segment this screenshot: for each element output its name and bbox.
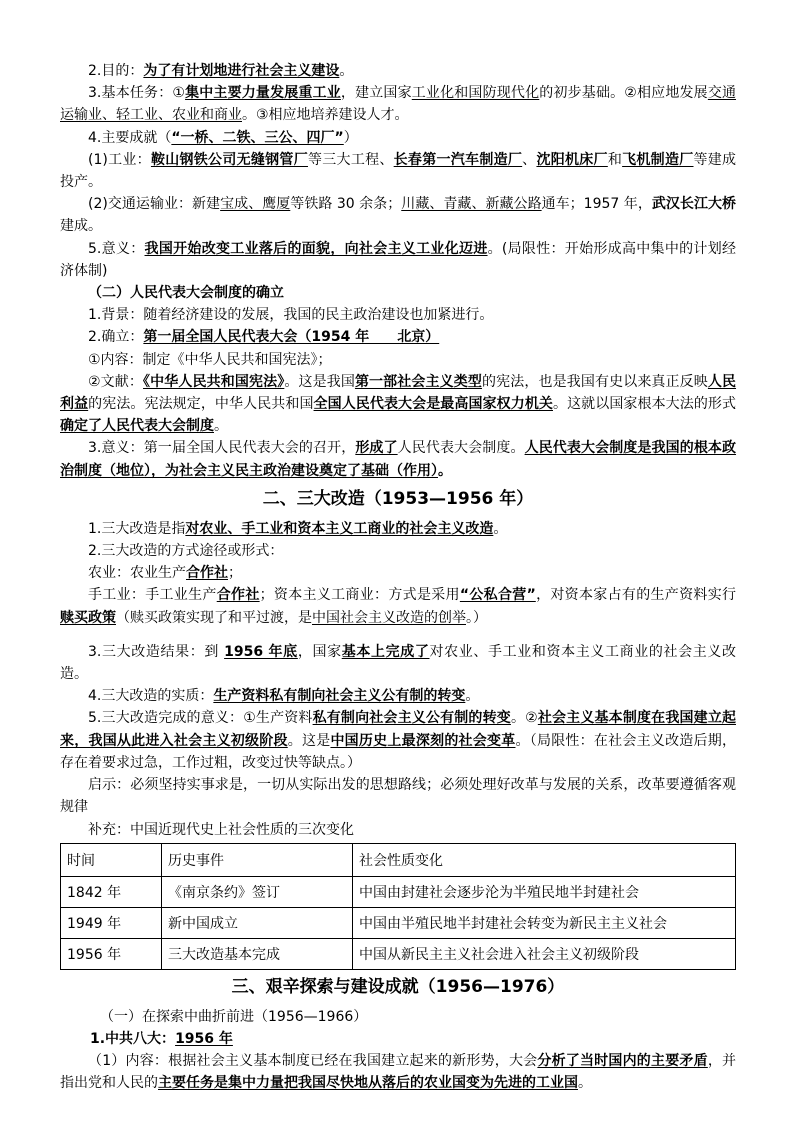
paragraph-agriculture bbox=[60, 562, 736, 584]
table-cell: 1956 年 bbox=[61, 938, 162, 969]
text: ； bbox=[228, 565, 242, 582]
emphasis: 基本上完成了 bbox=[341, 643, 430, 660]
emphasis: 对农业、手工业和资本主义工商业的社会主义改造 bbox=[185, 520, 494, 537]
emphasis: “一桥、二铁、三公、四厂” bbox=[171, 129, 344, 146]
column-header: 社会性质变化 bbox=[353, 843, 736, 876]
text: (2)交通运输业：新建 bbox=[88, 196, 221, 213]
text: 5.三大改造完成的意义：①生产资料 bbox=[88, 710, 313, 727]
document-page bbox=[60, 60, 736, 1095]
paragraph-purpose bbox=[60, 60, 736, 82]
underline: 工业化和国防现代化 bbox=[411, 85, 540, 102]
emphasis: 1956 年底 bbox=[224, 643, 298, 660]
text: 的初步基础。②相应地发展 bbox=[539, 85, 708, 102]
emphasis: 1956 年 bbox=[175, 1030, 233, 1047]
text: 4.三大改造的实质： bbox=[88, 688, 214, 705]
paragraph-congress-content bbox=[60, 1050, 736, 1094]
text: 的宪法，也是我国有史以来真正反映 bbox=[482, 373, 708, 390]
emphasis: 私有制向社会主义公有制的转变 bbox=[312, 710, 511, 727]
text: 等建成投产。 bbox=[60, 151, 737, 191]
paragraph-establish bbox=[60, 326, 736, 348]
text: 建成。 bbox=[60, 218, 102, 235]
text: 等铁路 30 余条； bbox=[290, 196, 402, 213]
table-cell: 中国由封建社会逐步沦为半殖民地半封建社会 bbox=[353, 876, 736, 907]
table-header-row bbox=[61, 843, 736, 876]
table-row bbox=[61, 938, 736, 969]
table-cell: 中国从新民主主义社会进入社会主义初级阶段 bbox=[353, 938, 736, 969]
society-nature-table bbox=[60, 843, 736, 970]
text: 。 bbox=[465, 688, 480, 705]
paragraph-transport bbox=[60, 193, 736, 237]
emphasis: 赎买政策 bbox=[60, 609, 116, 626]
text: 3.意义：第一届全国人民代表大会的召开， bbox=[88, 440, 356, 457]
text: ） bbox=[343, 129, 358, 146]
text: 。 bbox=[438, 462, 452, 479]
column-header: 历史事件 bbox=[162, 843, 353, 876]
text: ，国家 bbox=[297, 643, 342, 660]
underline: 中国社会主义改造的创举 bbox=[312, 609, 466, 626]
text: 。(局限性：开始形成高中集中的计划经济体制) bbox=[60, 240, 736, 279]
subsection-heading: （一）在探索中曲折前进（1956—1966） bbox=[100, 1008, 368, 1025]
text: 2.确立： bbox=[88, 329, 144, 346]
text: (1)工业： bbox=[88, 151, 151, 168]
emphasis: 中国历史上最深刻的社会变革 bbox=[330, 732, 516, 749]
emphasis: 人民利益 bbox=[60, 373, 737, 413]
text: 。 bbox=[493, 520, 508, 537]
table-cell: 1949 年 bbox=[61, 907, 162, 938]
paragraph-tasks bbox=[60, 82, 736, 126]
paragraph-reform-ways: 2.三大改造的方式途径或形式： bbox=[88, 543, 284, 560]
table-cell: 1842 年 bbox=[61, 876, 162, 907]
table-row bbox=[61, 876, 736, 907]
emphasis: 长春第一汽车制造厂 bbox=[393, 151, 523, 168]
text: 。这就以国家根本大法的形式 bbox=[553, 396, 737, 413]
text: ②文献： bbox=[88, 373, 144, 390]
bold-text: 1.中共八大： bbox=[90, 1030, 176, 1047]
paragraph-supplement: 补充：中国近现代史上社会性质的三次变化 bbox=[88, 821, 354, 838]
text: ，并指出党和人民的 bbox=[60, 1053, 737, 1092]
bold-text: 武汉长江大桥 bbox=[651, 196, 737, 213]
text: 通车；1957 年， bbox=[541, 196, 652, 213]
emphasis: 合作社 bbox=[216, 587, 260, 604]
paragraph-content: ①内容：制定《中华人民共和国宪法》； bbox=[88, 351, 332, 368]
underline: 川藏、青藏、新藏公路 bbox=[401, 196, 542, 213]
paragraph-reform-significance bbox=[60, 707, 736, 774]
text: 人民代表大会制度。 bbox=[397, 440, 525, 457]
paragraph-handicraft bbox=[60, 584, 736, 628]
paragraph-reform-essence bbox=[60, 685, 736, 707]
text: 1.三大改造是指 bbox=[88, 520, 186, 537]
text: 4.主要成就（ bbox=[88, 129, 172, 146]
emphasis: 合作社 bbox=[186, 565, 228, 582]
emphasis: 形成了 bbox=[355, 440, 398, 457]
text: 。 bbox=[339, 63, 354, 79]
text: 。（局限性：在社会主义改造后期，存在着要求过急，工作过粗，改变过快等缺点。） bbox=[60, 732, 737, 771]
table-cell: 中国由半殖民地半封建社会转变为新民主主义社会 bbox=[353, 907, 736, 938]
emphasis: 社会主义基本制度在我国建立起来，我国从此进入社会主义初级阶段 bbox=[60, 710, 736, 749]
section-heading-exploration: 三、艰辛探索与建设成就（1956—1976） bbox=[231, 976, 565, 997]
paragraph-meaning bbox=[60, 437, 736, 481]
column-header: 时间 bbox=[61, 843, 162, 876]
text: 。） bbox=[466, 609, 487, 626]
text: 。这是 bbox=[287, 732, 331, 749]
paragraph-eighth-congress bbox=[60, 1028, 736, 1050]
text: 等三大工程、 bbox=[307, 151, 394, 168]
emphasis: 第一部社会主义类型 bbox=[354, 373, 483, 390]
text: （1）内容：根据社会主义基本制度已经在我国建立起来的新形势，大会 bbox=[88, 1053, 538, 1070]
text: 和 bbox=[607, 151, 623, 168]
text: 5.意义： bbox=[88, 240, 145, 257]
text: 。这是我国 bbox=[284, 373, 355, 390]
emphasis: 主要任务是集中力量把我国尽快地从落后的农业国变为先进的工业国 bbox=[158, 1075, 578, 1092]
text: ，建立国家 bbox=[340, 85, 412, 102]
text: 、 bbox=[522, 151, 537, 168]
text: 3.三大改造结果：到 bbox=[88, 643, 225, 660]
text: 。 bbox=[578, 1075, 592, 1092]
emphasis: 沈阳机床厂 bbox=[536, 151, 608, 168]
emphasis: “公私合营” bbox=[459, 587, 536, 604]
paragraph-industry bbox=[60, 149, 736, 193]
table-cell: 三大改造基本完成 bbox=[162, 938, 353, 969]
emphasis: 全国人民代表大会是最高国家权力机关 bbox=[313, 396, 553, 413]
emphasis: 《中华人民共和国宪法》 bbox=[143, 373, 285, 390]
emphasis: 我国开始改变工业落后的面貌，向社会主义工业化迈进 bbox=[144, 240, 488, 257]
underline: 宝成、鹰厦 bbox=[220, 196, 291, 213]
emphasis: 生产资料私有制向社会主义公有制的转变 bbox=[213, 688, 466, 705]
text: ，对资本家占有的生产资料实行 bbox=[535, 587, 737, 604]
emphasis: 人民代表大会制度是我国的根本政治制度（地位），为社会主义民主政治建设奠定了基础（作用） bbox=[60, 440, 737, 479]
emphasis: 鞍山钢铁公司无缝钢管厂 bbox=[150, 151, 308, 168]
paragraph-reform-def bbox=[60, 518, 736, 540]
text: （赎买政策实现了和平过渡，是 bbox=[116, 609, 312, 626]
text: 农业：农业生产 bbox=[88, 565, 186, 582]
text: 3.基本任务：① bbox=[88, 85, 186, 102]
table-cell: 新中国成立 bbox=[162, 907, 353, 938]
emphasis: 确定了人民代表大会制度 bbox=[60, 418, 214, 435]
table-cell: 《南京条约》签订 bbox=[162, 876, 353, 907]
text: 的宪法。宪法规定，中华人民共和国 bbox=[88, 396, 314, 413]
text: 。③相应地培养建设人才。 bbox=[242, 107, 409, 124]
text: 。② bbox=[510, 710, 538, 727]
paragraph-document bbox=[60, 371, 736, 438]
emphasis: 为了有计划地进行社会主义建设 bbox=[143, 63, 340, 79]
emphasis: 分析了当时国内的主要矛盾 bbox=[537, 1053, 708, 1070]
emphasis: 第一届全国人民代表大会（1954 年 北京） bbox=[143, 329, 440, 346]
text: 对农业、手工业和资本主义工商业的社会主义改造。 bbox=[60, 643, 737, 683]
emphasis: 飞机制造厂 bbox=[622, 151, 694, 168]
subsection-heading: （二）人民代表大会制度的确立 bbox=[88, 285, 284, 302]
table-row bbox=[61, 907, 736, 938]
underline: 交通运输业、轻工业、农业和商业 bbox=[60, 85, 737, 124]
text: ；资本主义工商业：方式是采用 bbox=[259, 587, 460, 604]
section-heading-reform: 二、三大改造（1953—1956 年） bbox=[262, 488, 534, 509]
paragraph-reform-result bbox=[60, 641, 736, 685]
paragraph-background: 1.背景：随着经济建设的发展，我国的民主政治建设也加紧进行。 bbox=[88, 307, 494, 324]
emphasis: 集中主要力量发展重工业 bbox=[185, 85, 341, 102]
paragraph-achievements bbox=[60, 127, 736, 149]
text: 2.目的： bbox=[88, 63, 144, 79]
text: 。 bbox=[214, 418, 228, 435]
paragraph-significance bbox=[60, 238, 736, 282]
paragraph-inspiration: 启示：必须坚持实事求是，一切从实际出发的思想路线；必须处理好改革与发展的关系，改革要遵循客观规律 bbox=[60, 777, 736, 816]
text: 手工业：手工业生产 bbox=[88, 587, 217, 604]
spacer bbox=[60, 629, 736, 641]
